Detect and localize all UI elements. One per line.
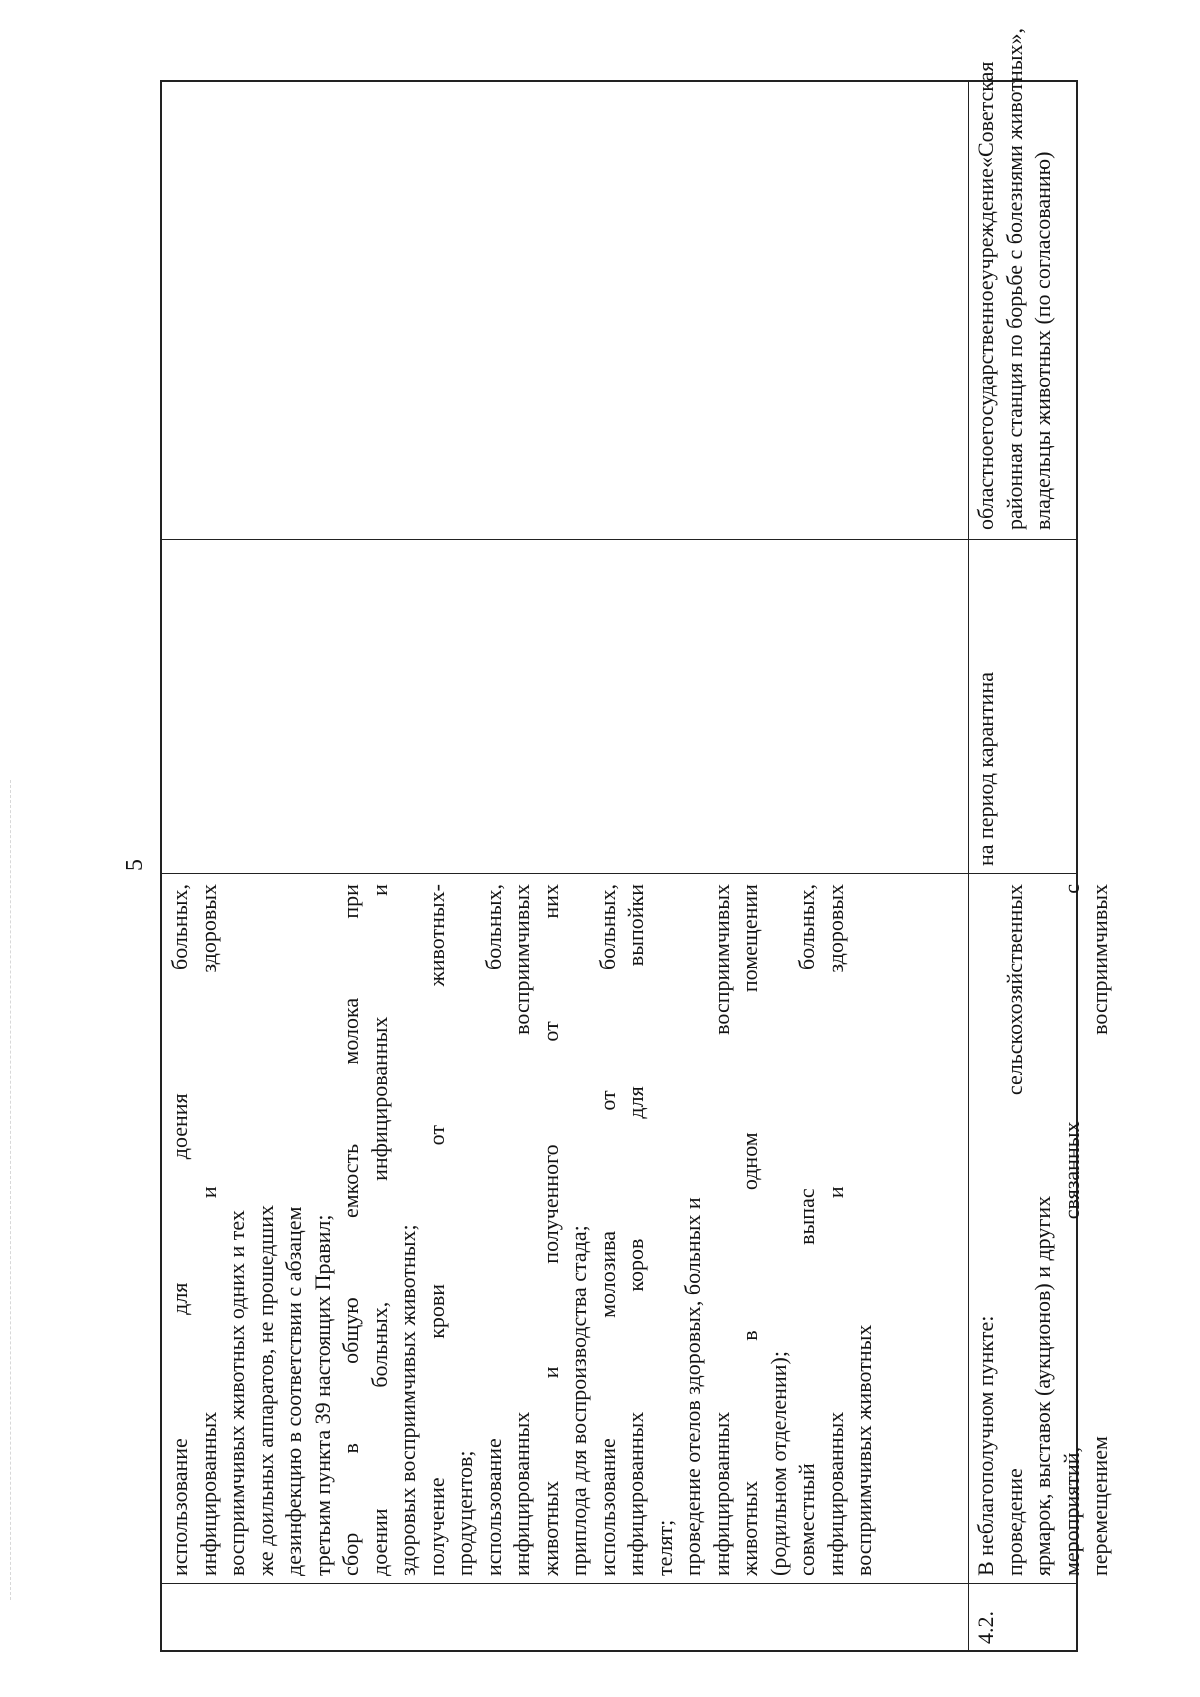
text-word: сбор bbox=[338, 1532, 363, 1576]
text-word: для bbox=[623, 1086, 648, 1119]
text-word: же доильных аппаратов, не прошедших bbox=[252, 1204, 278, 1576]
text-word: использование bbox=[594, 1438, 620, 1576]
text-line bbox=[708, 884, 737, 1576]
text-word: проведение bbox=[1001, 1468, 1027, 1576]
text-word: здоровых bbox=[195, 884, 221, 973]
text-word: доения bbox=[167, 1093, 192, 1160]
text-word: больных, bbox=[366, 1301, 392, 1388]
text-word: учреждение bbox=[973, 168, 998, 281]
text-line bbox=[1001, 884, 1030, 1576]
text-word: больных, bbox=[594, 884, 620, 971]
text-word: животных bbox=[737, 1480, 762, 1576]
text-word: от bbox=[537, 1021, 563, 1042]
text-line bbox=[166, 884, 195, 1576]
text-word: и bbox=[822, 1186, 848, 1199]
text-word: продуцентов; bbox=[452, 1450, 477, 1576]
text-line bbox=[736, 884, 765, 1576]
text-word: больных, bbox=[167, 884, 192, 970]
text-line bbox=[195, 884, 224, 1576]
text-word: для bbox=[167, 1282, 192, 1315]
text-word: восприимчивых животных одних и тех bbox=[224, 1210, 249, 1576]
text-word: государственное bbox=[973, 280, 998, 436]
text-word: коров bbox=[623, 1238, 648, 1292]
text-word: одном bbox=[737, 1132, 762, 1191]
text-line bbox=[223, 884, 252, 1576]
text-word: перемещением bbox=[1087, 1436, 1112, 1576]
measures-table bbox=[160, 27, 1112, 1652]
measure-cell bbox=[162, 874, 968, 1584]
text-word: дезинфекцию в соответствии с абзацем bbox=[281, 1206, 306, 1576]
text-word: получение bbox=[423, 1477, 449, 1576]
text-word: при bbox=[338, 884, 363, 919]
executors-cell bbox=[968, 27, 1078, 540]
text-word: телят; bbox=[651, 1519, 677, 1576]
executors-cell bbox=[162, 82, 968, 540]
row-number-cell bbox=[162, 1584, 968, 1650]
text-word: общую bbox=[338, 1297, 363, 1364]
text-word: (родильном отделении); bbox=[765, 1351, 791, 1576]
text-word: инфицированных bbox=[366, 1016, 392, 1181]
text-word: выпас bbox=[794, 1188, 819, 1245]
text-line bbox=[765, 884, 794, 1576]
text-word: и bbox=[366, 884, 392, 896]
text-line bbox=[822, 884, 851, 1576]
text-line bbox=[537, 884, 566, 1576]
text-line bbox=[508, 884, 537, 1576]
text-line bbox=[366, 884, 395, 1576]
text-word: здоровых восприимчивых животных; bbox=[395, 1224, 420, 1576]
text-word: от bbox=[423, 1125, 449, 1146]
text-word: и bbox=[195, 1186, 221, 1199]
text-word: ярмарок, выставок (аукционов) и других bbox=[1030, 1195, 1055, 1576]
text-word: владельцы животных (по согласованию) bbox=[1030, 151, 1055, 530]
text-word: полученного bbox=[537, 1144, 563, 1264]
text-word: инфицированных bbox=[822, 1411, 848, 1576]
text-line bbox=[565, 884, 594, 1576]
text-word: от bbox=[594, 1090, 620, 1111]
text-word: сельскохозяйственных bbox=[1001, 884, 1027, 1096]
text-word: инфицированных bbox=[509, 1411, 534, 1576]
text-word: использование bbox=[167, 1438, 192, 1576]
text-word: инфицированных bbox=[623, 1411, 648, 1576]
text-line bbox=[394, 884, 423, 1576]
text-line bbox=[651, 884, 680, 1576]
text-line bbox=[972, 61, 1001, 530]
text-word: использование bbox=[480, 1438, 506, 1576]
text-line bbox=[1058, 884, 1087, 1576]
text-word: и bbox=[537, 1366, 563, 1379]
text-word: молока bbox=[338, 997, 363, 1065]
text-line bbox=[850, 884, 879, 1576]
page-number: 5 bbox=[122, 859, 148, 871]
term-cell: на период карантина bbox=[973, 672, 998, 866]
text-line bbox=[280, 884, 309, 1576]
text-line bbox=[1029, 884, 1058, 1576]
text-word: помещении bbox=[737, 884, 762, 993]
text-word: В неблагополучном пункте: bbox=[973, 1315, 998, 1576]
text-word: емкость bbox=[338, 1143, 363, 1219]
text-word: доении bbox=[366, 1508, 392, 1576]
text-word: животных- bbox=[423, 884, 449, 987]
text-line bbox=[594, 884, 623, 1576]
row-number-cell: 4.2. bbox=[973, 1611, 998, 1644]
text-word: мероприятий, bbox=[1058, 1446, 1084, 1576]
scan-edge-mark bbox=[10, 780, 12, 1600]
text-word: восприимчивых bbox=[708, 884, 734, 1035]
measure-cell bbox=[968, 874, 1112, 1584]
text-word: восприимчивых животных bbox=[851, 1324, 876, 1576]
text-word: восприимчивых bbox=[509, 884, 534, 1035]
text-word: районная станция по борьбе с болезнями животных», bbox=[1001, 27, 1027, 530]
text-word: здоровых bbox=[822, 884, 848, 973]
text-word: проведение отелов здоровых, больных и bbox=[680, 1197, 705, 1576]
text-line bbox=[1001, 27, 1030, 530]
text-word: больных, bbox=[480, 884, 506, 970]
text-line bbox=[622, 884, 651, 1576]
text-line bbox=[793, 884, 822, 1576]
text-word: животных bbox=[537, 1480, 563, 1576]
text-line bbox=[1086, 884, 1115, 1576]
text-line bbox=[337, 884, 366, 1576]
text-word: них bbox=[537, 884, 563, 919]
text-line bbox=[1029, 92, 1058, 530]
text-word: с bbox=[1058, 884, 1084, 894]
text-word: областное bbox=[973, 435, 998, 530]
text-word: «Советская bbox=[973, 61, 998, 169]
text-line bbox=[679, 884, 708, 1576]
text-word: третьим пункта 39 настоящих Правил; bbox=[309, 1214, 335, 1576]
text-word: крови bbox=[423, 1283, 449, 1339]
term-cell bbox=[162, 540, 968, 874]
text-line bbox=[451, 884, 480, 1576]
text-word: совместный bbox=[794, 1463, 819, 1576]
text-word: инфицированных bbox=[708, 1411, 734, 1576]
text-word: приплода для воспроизводства стада; bbox=[566, 1225, 591, 1576]
text-word: в bbox=[338, 1443, 363, 1454]
text-word: молозива bbox=[594, 1230, 620, 1318]
text-word: в bbox=[737, 1330, 762, 1341]
text-line bbox=[480, 884, 509, 1576]
rotated-page bbox=[115, 27, 1112, 1660]
text-word: связанных bbox=[1058, 1121, 1084, 1220]
text-word: инфицированных bbox=[195, 1411, 221, 1576]
text-word: больных, bbox=[794, 884, 819, 970]
text-line bbox=[423, 884, 452, 1576]
text-line bbox=[252, 884, 281, 1576]
text-line bbox=[309, 884, 338, 1576]
text-word: выпойки bbox=[623, 884, 648, 967]
text-line bbox=[972, 884, 1001, 1576]
text-word: восприимчивых bbox=[1087, 884, 1112, 1035]
